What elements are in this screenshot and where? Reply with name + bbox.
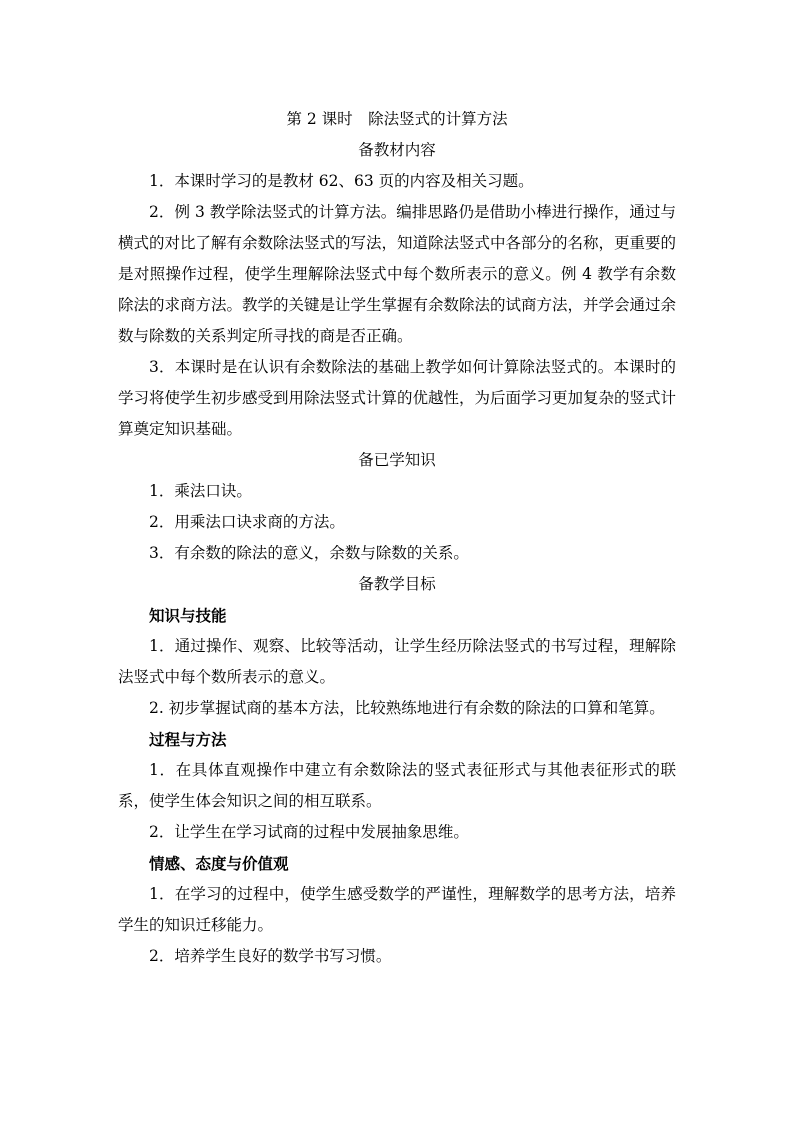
paragraph: 3．有余数的除法的意义，余数与除数的关系。 xyxy=(149,544,469,562)
page-title: 第 2 课时 除法竖式的计算方法 xyxy=(286,110,508,128)
paragraph: 1．本课时学习的是教材 62、63 页的内容及相关习题。 xyxy=(149,172,534,190)
paragraph: 2．例 3 教学除法竖式的计算方法。编排思路仍是借助小棒进行操作，通过与横式的对比了解有余数除法竖式的写法，知道除法竖式中各部分的名称，更重要的是对照操作过程，使学生理解除法竖式中每个数所表示的意义。例 4 教学有余数除法的求商方法。教学的关键是让学生掌握有余数除法的试商方法，并学会通过余数与除数的关系判定所寻找的商是否正确。 xyxy=(118,203,677,345)
paragraph: 2. 初步掌握试商的基本方法，比较熟练地进行有余数的除法的口算和笔算。 xyxy=(149,699,665,717)
section-heading: 备已学知识 xyxy=(358,451,436,469)
paragraph: 3．本课时是在认识有余数除法的基础上教学如何计算除法竖式的。本课时的学习将使学生初步感受到用除法竖式计算的优越性，为后面学习更加复杂的竖式计算奠定知识基础。 xyxy=(118,358,677,438)
paragraph: 2．用乘法口诀求商的方法。 xyxy=(149,513,345,531)
section-heading: 备教学目标 xyxy=(358,575,436,593)
paragraph: 2．培养学生良好的数学书写习惯。 xyxy=(149,947,392,965)
paragraph: 2．让学生在学习试商的过程中发展抽象思维。 xyxy=(149,823,469,841)
paragraph: 1．乘法口诀。 xyxy=(149,482,252,500)
paragraph: 1．在学习的过程中，使学生感受数学的严谨性，理解数学的思考方法，培养学生的知识迁移能力。 xyxy=(118,885,676,934)
subheading: 知识与技能 xyxy=(149,606,227,625)
paragraph: 1．通过操作、观察、比较等活动，让学生经历除法竖式的书写过程，理解除法竖式中每个数所表示的意义。 xyxy=(118,637,676,686)
section-heading: 备教材内容 xyxy=(358,141,436,159)
subheading: 情感、态度与价值观 xyxy=(149,854,289,873)
paragraph: 1．在具体直观操作中建立有余数除法的竖式表征形式与其他表征形式的联系，使学生体会知识之间的相互联系。 xyxy=(118,761,676,810)
subheading: 过程与方法 xyxy=(149,730,227,749)
document-content xyxy=(118,104,676,972)
